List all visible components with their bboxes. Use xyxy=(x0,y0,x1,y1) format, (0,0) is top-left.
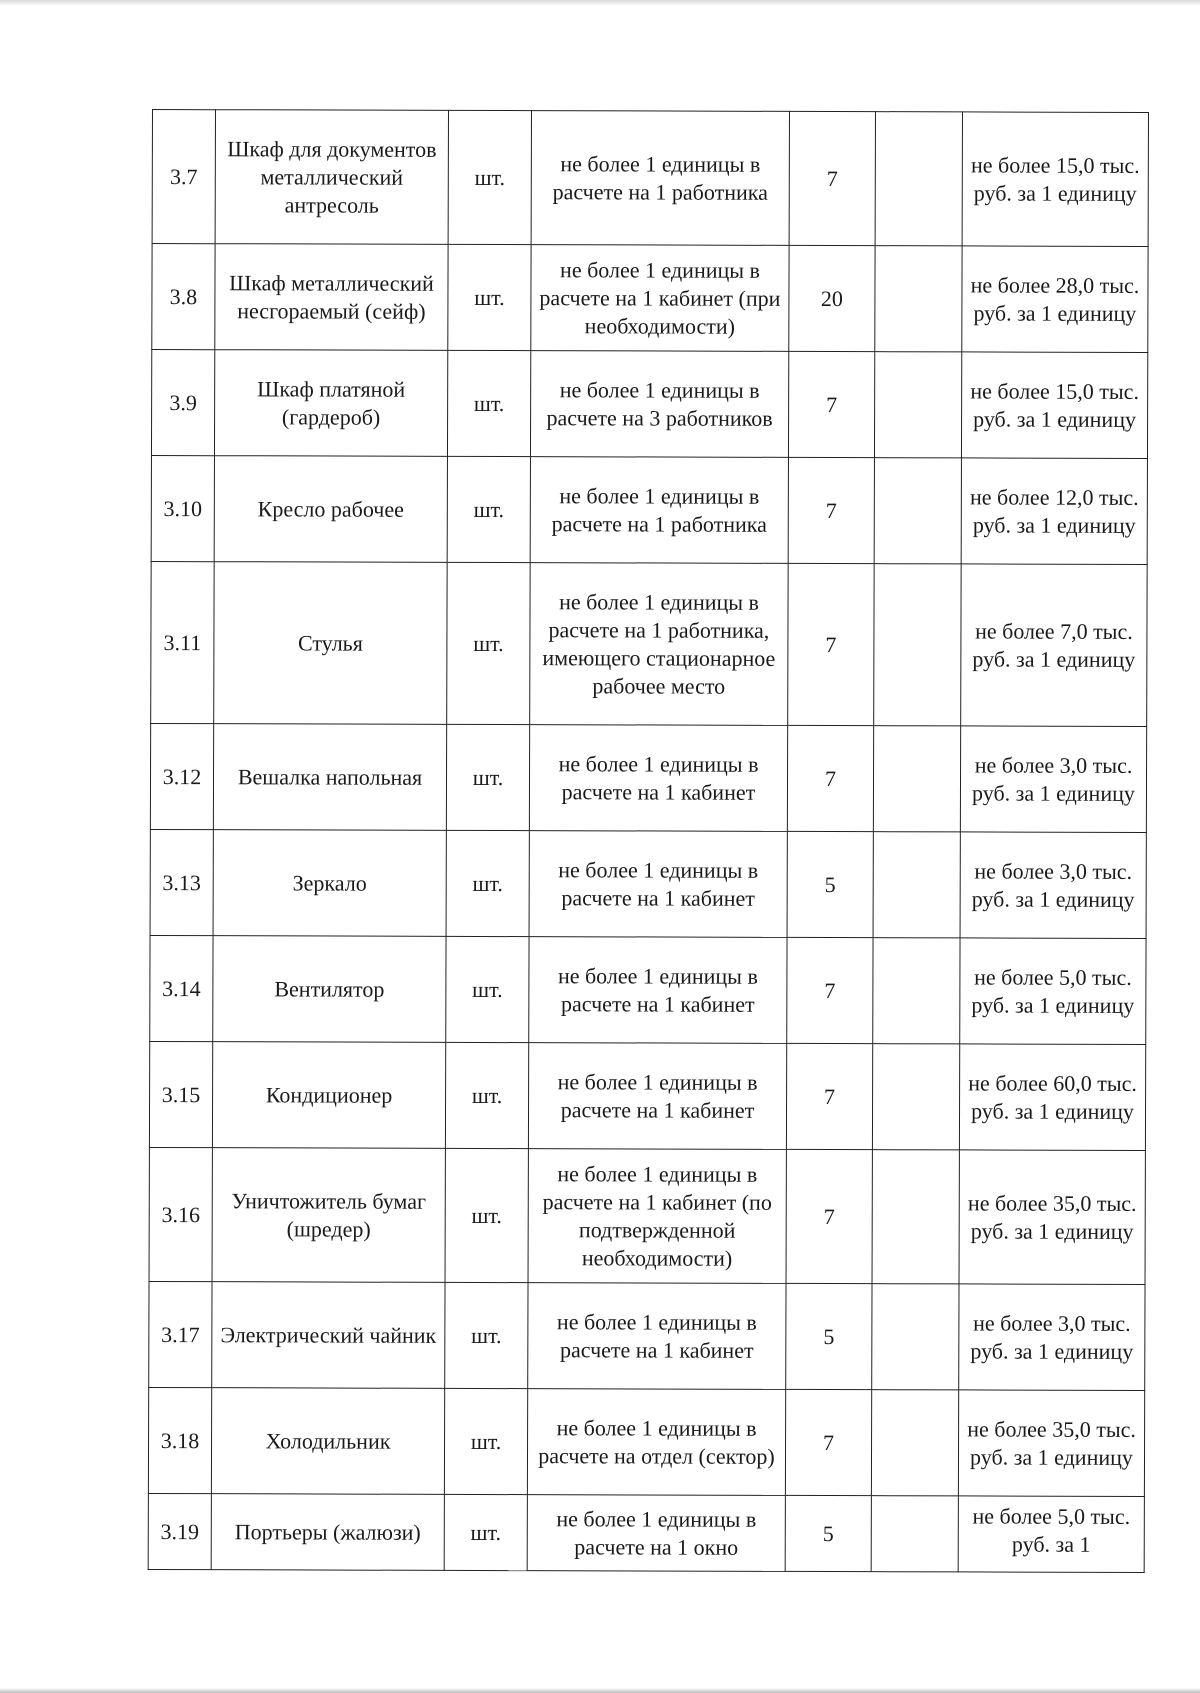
service-term: 7 xyxy=(788,457,874,563)
quantity-norm: не более 1 единицы в расчете на 1 кабинет xyxy=(529,831,787,938)
quantity-norm: не более 1 единицы в расчете на 1 окно xyxy=(527,1495,785,1572)
unit-cell: шт. xyxy=(447,456,530,562)
quantity-norm: не более 1 единицы в расчете на 1 работника xyxy=(531,111,789,246)
empty-cell xyxy=(874,458,961,564)
table-row xyxy=(149,1281,1145,1390)
table-row xyxy=(149,1041,1145,1150)
price-limit: не более 15,0 тыс. руб. за 1 единицу xyxy=(962,112,1148,247)
price-limit: не более 35,0 тыс. руб. за 1 единицу xyxy=(958,1390,1144,1497)
row-number: 3.10 xyxy=(151,455,214,561)
norms-table-body xyxy=(148,110,1148,1573)
empty-cell xyxy=(873,938,960,1044)
item-name: Кресло рабочее xyxy=(214,456,447,563)
empty-cell xyxy=(873,726,960,832)
empty-cell xyxy=(872,1150,959,1284)
unit-cell: шт. xyxy=(446,936,529,1042)
price-limit: не более 35,0 тыс. руб. за 1 единицу xyxy=(959,1150,1145,1285)
price-limit: не более 3,0 тыс. руб. за 1 единицу xyxy=(960,832,1146,939)
unit-cell: шт. xyxy=(445,1042,528,1148)
empty-cell xyxy=(871,1390,958,1496)
unit-cell: шт. xyxy=(444,1494,527,1570)
row-number: 3.12 xyxy=(150,723,213,829)
item-name: Холодильник xyxy=(211,1388,444,1495)
service-term: 7 xyxy=(788,563,874,725)
unit-cell: шт. xyxy=(447,562,530,724)
quantity-norm: не более 1 единицы в расчете на 1 кабинет xyxy=(528,1043,786,1150)
service-term: 7 xyxy=(789,111,875,245)
item-name: Зеркало xyxy=(213,830,446,937)
scan-edge-top xyxy=(0,0,1200,6)
quantity-norm: не более 1 единицы в расчете на 1 кабинет (по подтвержденной необходимости) xyxy=(528,1149,786,1284)
unit-cell: шт. xyxy=(445,1148,528,1282)
quantity-norm: не более 1 единицы в расчете на 1 кабинет xyxy=(528,1283,786,1390)
row-number: 3.13 xyxy=(150,829,213,935)
quantity-norm: не более 1 единицы в расчете на 1 работника, имеющего стационарное рабочее место xyxy=(530,563,788,726)
empty-cell xyxy=(872,1044,959,1150)
item-name: Электрический чайник xyxy=(212,1282,445,1389)
row-number: 3.17 xyxy=(149,1281,212,1387)
price-limit: не более 15,0 тыс. руб. за 1 единицу xyxy=(961,352,1147,459)
service-term: 5 xyxy=(785,1495,871,1571)
table-row xyxy=(152,110,1148,247)
empty-cell xyxy=(875,112,962,246)
service-term: 7 xyxy=(786,1149,872,1283)
empty-cell xyxy=(874,352,961,458)
table-row xyxy=(148,1493,1144,1572)
service-term: 20 xyxy=(789,245,875,351)
row-number: 3.11 xyxy=(151,561,214,723)
item-name: Вентилятор xyxy=(213,936,446,1043)
row-number: 3.18 xyxy=(148,1387,211,1493)
table-row xyxy=(151,350,1147,459)
price-limit: не более 3,0 тыс. руб. за 1 единицу xyxy=(960,726,1146,833)
quantity-norm: не более 1 единицы в расчете на отдел (сектор) xyxy=(527,1389,785,1496)
table-row xyxy=(150,935,1146,1044)
price-limit: не более 3,0 тыс. руб. за 1 единицу xyxy=(959,1284,1145,1391)
quantity-norm: не более 1 единицы в расчете на 1 работника xyxy=(530,457,788,564)
unit-cell: шт. xyxy=(445,1282,528,1388)
unit-cell: шт. xyxy=(446,724,529,830)
row-number: 3.14 xyxy=(150,935,213,1041)
empty-cell xyxy=(872,1284,959,1390)
unit-cell: шт. xyxy=(446,830,529,936)
service-term: 7 xyxy=(787,937,873,1043)
price-limit: не более 5,0 тыс. руб. за 1 единицу xyxy=(960,938,1146,1045)
item-name: Уничтожитель бумаг (шредер) xyxy=(212,1148,445,1283)
row-number: 3.19 xyxy=(148,1493,211,1569)
table-row xyxy=(152,244,1148,353)
quantity-norm: не более 1 единицы в расчете на 1 кабинет xyxy=(529,937,787,1044)
unit-cell: шт. xyxy=(444,1388,527,1494)
price-limit: не более 12,0 тыс. руб. за 1 единицу xyxy=(961,458,1147,565)
empty-cell xyxy=(874,564,961,726)
table-row xyxy=(151,561,1147,726)
row-number: 3.15 xyxy=(149,1041,212,1147)
row-number: 3.8 xyxy=(152,244,215,350)
item-name: Вешалка напольная xyxy=(213,724,446,831)
table-row xyxy=(150,723,1146,832)
item-name: Шкаф платяной (гардероб) xyxy=(214,350,447,457)
scan-edge-bottom xyxy=(0,1688,1200,1693)
service-term: 7 xyxy=(786,1043,872,1149)
service-term: 7 xyxy=(788,351,874,457)
row-number: 3.16 xyxy=(149,1147,212,1281)
item-name: Шкаф металлический несгораемый (сейф) xyxy=(215,244,448,351)
item-name: Шкаф для документов металлический антресоль xyxy=(215,110,448,245)
table-row xyxy=(151,455,1147,564)
price-limit: не более 7,0 тыс. руб. за 1 единицу xyxy=(961,564,1147,727)
service-term: 7 xyxy=(785,1389,871,1495)
empty-cell xyxy=(871,1496,958,1572)
table-row xyxy=(150,829,1146,938)
unit-cell: шт. xyxy=(447,350,530,456)
table-row xyxy=(149,1147,1145,1284)
item-name: Стулья xyxy=(214,562,447,725)
empty-cell xyxy=(875,246,962,352)
quantity-norm: не более 1 единицы в расчете на 3 работников xyxy=(530,351,788,458)
unit-cell: шт. xyxy=(448,244,531,350)
price-limit: не более 60,0 тыс. руб. за 1 единицу xyxy=(959,1044,1145,1151)
quantity-norm: не более 1 единицы в расчете на 1 кабинет xyxy=(529,725,787,832)
item-name: Кондиционер xyxy=(212,1042,445,1149)
unit-cell: шт. xyxy=(448,110,531,244)
quantity-norm: не более 1 единицы в расчете на 1 кабинет (при необходимости) xyxy=(531,245,789,352)
service-term: 7 xyxy=(787,725,873,831)
service-term: 5 xyxy=(787,831,873,937)
row-number: 3.7 xyxy=(152,110,215,244)
item-name: Портьеры (жалюзи) xyxy=(211,1494,444,1571)
empty-cell xyxy=(873,832,960,938)
service-term: 5 xyxy=(786,1283,872,1389)
table-row xyxy=(148,1387,1144,1496)
price-limit: не более 5,0 тыс. руб. за 1 xyxy=(958,1496,1144,1573)
norms-table xyxy=(148,109,1149,1573)
price-limit: не более 28,0 тыс. руб. за 1 единицу xyxy=(962,246,1148,353)
row-number: 3.9 xyxy=(151,350,214,456)
